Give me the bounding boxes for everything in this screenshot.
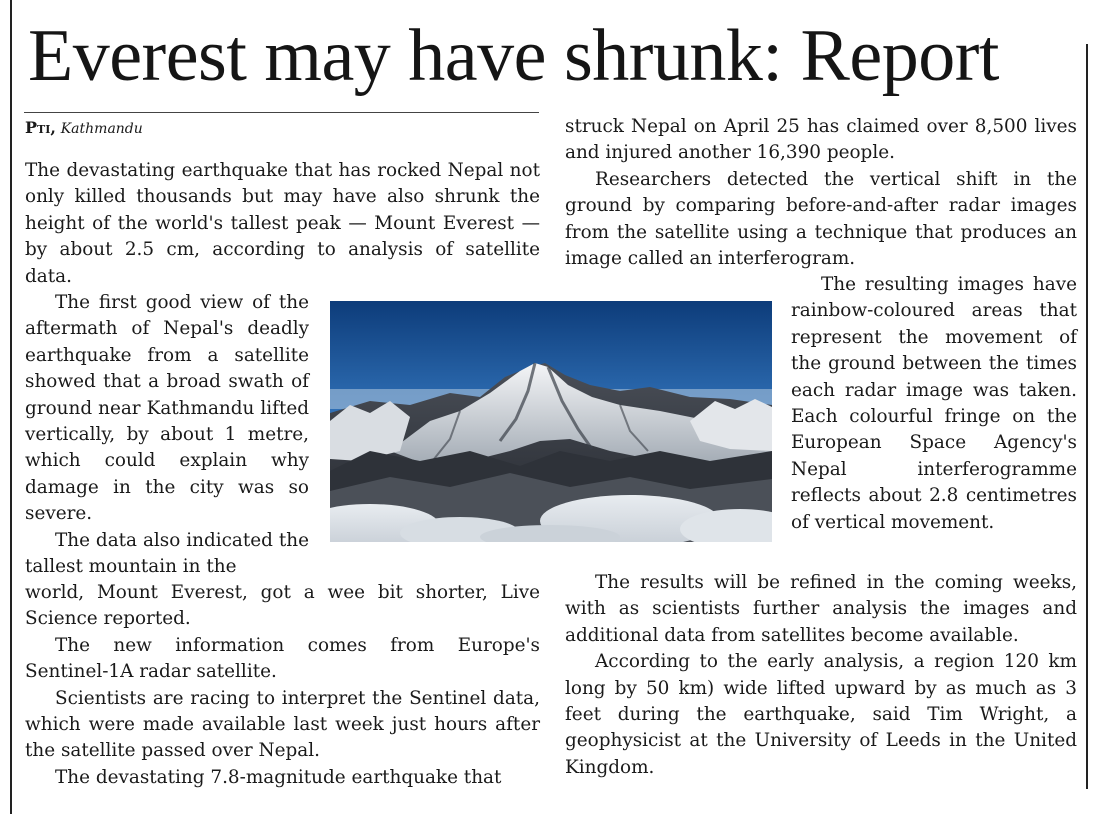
left-column-rule	[10, 0, 12, 814]
paragraph-2: The first good view of the aftermath of Nepal's deadly earthquake from a satellite showed that a broad swath of ground near Kathmandu lifted vertically, by about 1 metre, which could explain why damage in the city was so severe.	[25, 292, 309, 525]
left-column-top	[25, 158, 540, 290]
left-column-bottom	[25, 580, 540, 791]
paragraph-8: The resulting images have rainbow-coloured areas that represent the movement of the ground between the times each radar image was taken. Each colourful fringe on the European Space Agency's Nepal interferogramme reflects about 2.8 centimetres of vertical movement.	[791, 274, 1077, 533]
byline-place: Kathmandu	[60, 121, 143, 137]
paragraph-6-start: The devastating 7.8-magnitude earthquake that	[55, 766, 502, 788]
byline-rule	[24, 112, 539, 113]
paragraph-6-end: struck Nepal on April 25 has claimed over 8,500 lives and injured another 16,390 people.	[565, 116, 1077, 164]
paragraph-5: Scientists are racing to interpret the Sentinel data, which were made available last week just hours after the satellite passed over Nepal.	[25, 687, 540, 762]
byline	[25, 118, 143, 139]
paragraph-1: The devastating earthquake that has rocked Nepal not only killed thousands but may have also shrunk the height of the world's tallest peak — Mount Everest — by about 2.5 cm, according to analysis of satellite data.	[25, 160, 540, 287]
paragraph-10: According to the early analysis, a region 120 km long by 50 km) wide lifted upward by as much as 3 feet during the earthquake, said Tim Wright, a geophysicist at the University of Leeds in the United Kingdom.	[565, 651, 1077, 778]
paragraph-3-start: The data also indicated the tallest mountain in the	[25, 529, 309, 578]
paragraph-9: The results will be refined in the coming weeks, with as scientists further analysis the images and additional data from satellites become available.	[565, 572, 1077, 646]
left-column-wrap	[25, 290, 309, 580]
byline-agency: Pti,	[25, 118, 56, 137]
right-column-wrap	[791, 272, 1077, 536]
right-column-rule	[1086, 44, 1088, 789]
paragraph-4: The new information comes from Europe's Sentinel-1A radar satellite.	[25, 634, 540, 683]
headline: Everest may have shrunk: Report	[28, 15, 999, 97]
right-column-bottom	[565, 570, 1077, 781]
mountain-photo-graphic	[330, 301, 772, 542]
everest-photo	[330, 301, 772, 542]
right-column-top	[565, 114, 1077, 272]
paragraph-7: Researchers detected the vertical shift in the ground by comparing before-and-after radar images from the satellite using a technique that produces an image called an interferogram.	[565, 168, 1077, 270]
paragraph-3-end: world, Mount Everest, got a wee bit shorter, Live Science reported.	[25, 582, 540, 630]
